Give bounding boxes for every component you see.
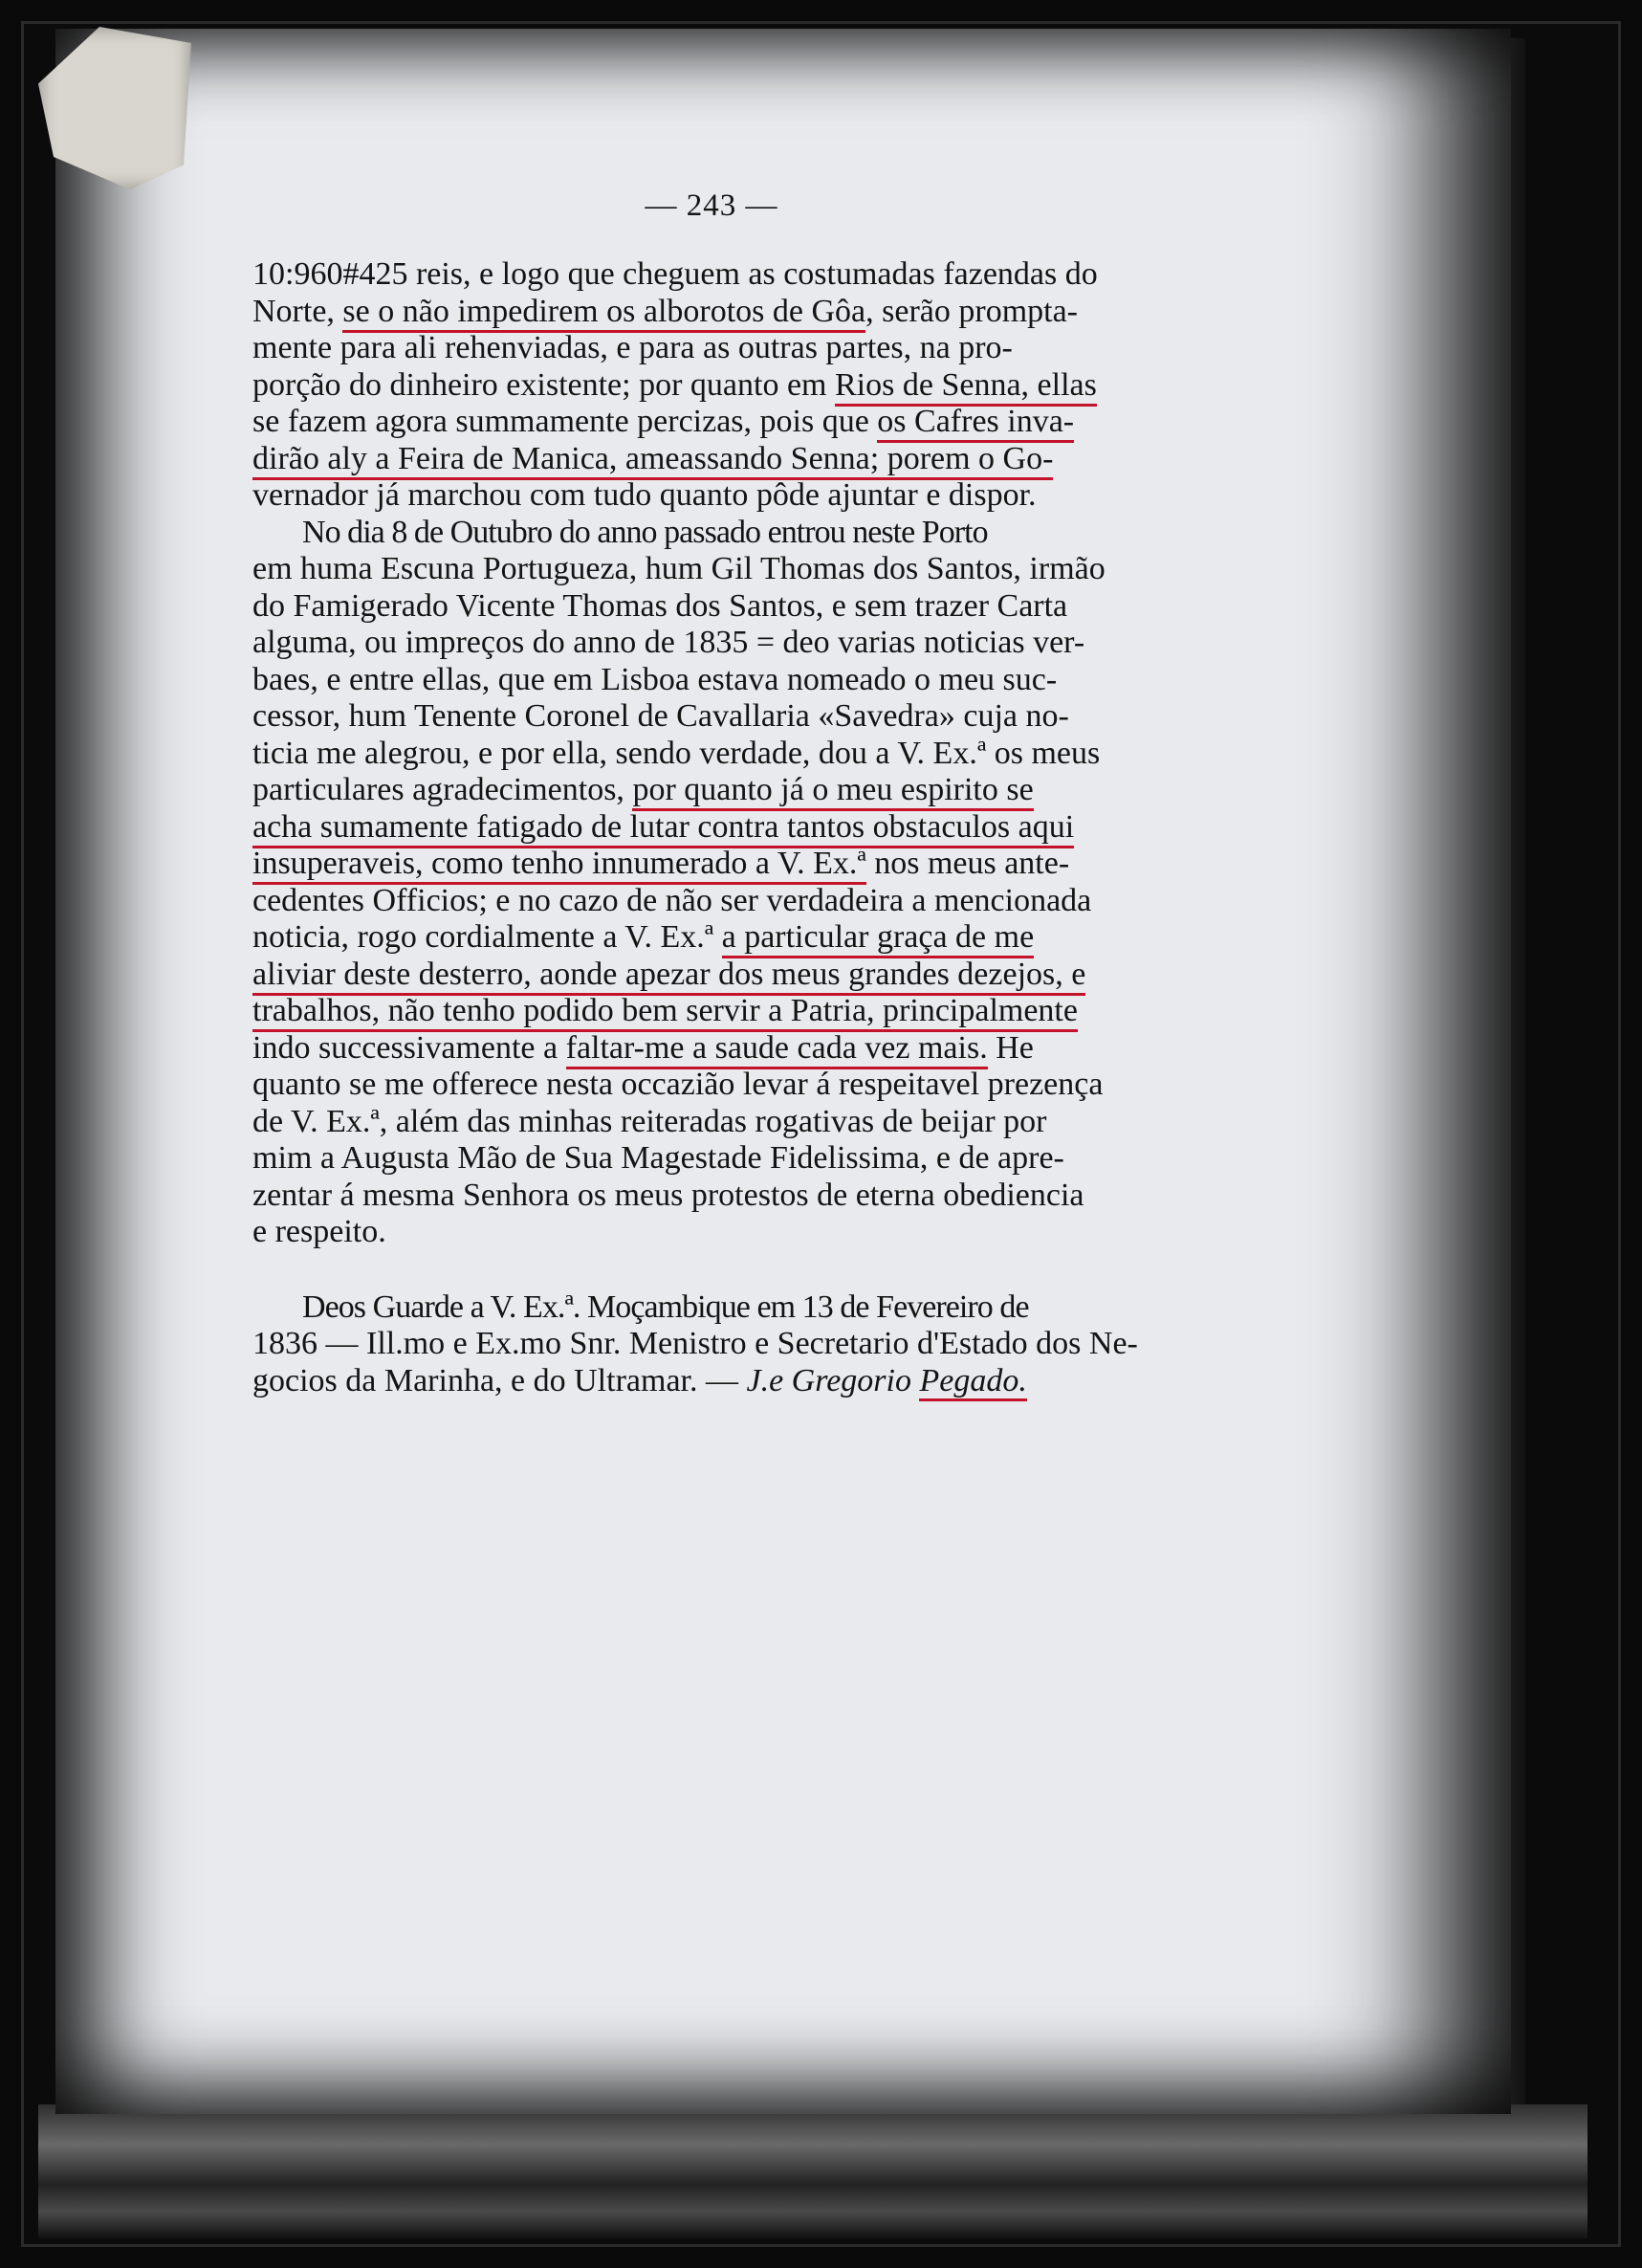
line-text: 10:960#425 reis, e logo que cheguem as costumadas fazendas do — [252, 256, 1098, 292]
closing-line — [252, 1363, 1171, 1400]
text-line — [252, 809, 1171, 847]
paragraph-2 — [252, 515, 1171, 1251]
red-underlined-text: aliviar deste desterro, aonde apezar dos meus grandes dezejos, e — [252, 957, 1085, 996]
text-line — [252, 551, 1171, 588]
text-line — [252, 256, 1171, 294]
signature — [746, 1363, 1026, 1401]
signature-name: J.e Gregorio — [746, 1362, 920, 1398]
red-underlined-text: trabalhos, não tenho podido bem servir a Patria, principalmente — [252, 993, 1078, 1032]
text-line — [252, 1067, 1171, 1104]
paragraph-gap — [252, 1251, 1171, 1289]
line-text: mim a Augusta Mão de Sua Magestade Fidelissima, e de apre- — [252, 1140, 1064, 1176]
page-number: — 243 — — [645, 188, 778, 223]
closing-line: 1836 — Ill.mo e Ex.mo Snr. Menistro e Secretario d'Estado dos Ne- — [252, 1326, 1138, 1361]
text-line — [252, 477, 1171, 515]
text-line — [252, 957, 1171, 994]
text-line — [252, 367, 1171, 405]
line-text: noticia, rogo cordialmente a V. Ex.ª — [252, 919, 722, 955]
text-line — [252, 588, 1171, 626]
line-text: alguma, ou impreços do anno de 1835 = deo varias noticias ver- — [252, 625, 1085, 660]
closing-text: gocios da Marinha, e do Ultramar. — — [252, 1362, 747, 1398]
line-text: cessor, hum Tenente Coronel de Cavallaria «Savedra» cuja no- — [252, 698, 1069, 734]
line-text: baes, e entre ellas, que em Lisboa estava nomeado o meu suc- — [252, 661, 1058, 697]
line-text: quanto se me offerece nesta occazião levar á respeitavel prezença — [252, 1067, 1104, 1102]
line-text: zentar á mesma Senhora os meus protestos de eterna obediencia — [252, 1177, 1084, 1213]
line-text: nos meus ante- — [865, 846, 1070, 881]
line-text: porção do dinheiro existente; por quanto em — [252, 366, 835, 403]
line-text: vernador já marchou com tudo quanto pôde ajuntar e dispor. — [252, 477, 1037, 513]
text-line — [252, 1104, 1171, 1141]
red-underlined-text: dirão aly a Feira de Manica, ameassando Senna; porem o Go- — [252, 441, 1053, 480]
red-underlined-text: faltar-me a saude cada vez mais. — [566, 1030, 988, 1069]
line-text: do Famigerado Vicente Thomas dos Santos, e sem trazer Carta — [252, 587, 1068, 624]
text-line — [252, 772, 1171, 809]
text-line — [252, 846, 1171, 883]
text-line — [252, 404, 1171, 441]
text-line — [252, 625, 1171, 662]
red-underlined-text: por quanto já o meu espirito se — [632, 772, 1033, 811]
line-text: se fazem agora summamente percizas, pois que — [252, 404, 878, 439]
text-line — [252, 330, 1171, 367]
red-underlined-text: insuperaveis, como tenho innumerado a V. Ex.ª — [252, 846, 866, 885]
text-line — [252, 441, 1171, 478]
text-line — [252, 294, 1171, 331]
red-underlined-text: se o não impedirem os alborotos de Gôa — [342, 294, 865, 333]
closing-line: Deos Guarde a V. Ex.ª. Moçambique em 13 de Fevereiro de — [302, 1288, 1029, 1325]
book-page-bottom-edge — [38, 2104, 1587, 2238]
text-line — [252, 1214, 1171, 1251]
line-text: Norte, — [252, 293, 343, 329]
line-text: cedentes Officios; e no cazo de não ser verdadeira a mencionada — [252, 882, 1092, 918]
text-line — [252, 698, 1171, 736]
line-text: indo successivamente a — [252, 1029, 566, 1066]
line-text: , serão prompta- — [865, 293, 1079, 329]
red-underlined-text: a particular graça de me — [722, 919, 1035, 958]
text-line — [252, 736, 1171, 773]
line-text: de V. Ex.ª, além das minhas reiteradas rogativas de beijar por — [252, 1103, 1047, 1139]
line-text: No dia 8 de Outubro do anno passado entrou neste Porto — [302, 514, 988, 550]
line-text: ticia me alegrou, e por ella, sendo verdade, dou a V. Ex.ª os meus — [252, 735, 1101, 771]
red-underlined-text: os Cafres inva- — [877, 404, 1074, 443]
page-content — [252, 188, 1171, 1399]
text-line — [252, 1178, 1171, 1215]
red-underlined-text: Rios de Senna, ellas — [835, 367, 1097, 407]
text-line — [252, 1140, 1171, 1178]
line-text: He — [987, 1029, 1034, 1066]
red-underlined-text: acha sumamente fatigado de lutar contra tantos obstaculos aqui — [252, 809, 1074, 848]
closing-paragraph — [252, 1289, 1171, 1400]
text-line — [252, 662, 1171, 699]
line-text: em huma Escuna Portugueza, hum Gil Thomas dos Santos, irmão — [252, 551, 1106, 586]
text-line — [252, 515, 1171, 552]
line-text: particulares agradecimentos, — [252, 772, 633, 807]
paragraph-1 — [252, 256, 1171, 515]
text-line — [252, 993, 1171, 1030]
line-text: e respeito. — [252, 1214, 386, 1249]
text-line — [252, 919, 1171, 957]
line-text: mente para ali rehenviadas, e para as outras partes, na pro- — [252, 330, 1013, 365]
signature-surname-underlined: Pegado. — [919, 1363, 1026, 1401]
text-line — [252, 883, 1171, 920]
text-line — [252, 1030, 1171, 1068]
